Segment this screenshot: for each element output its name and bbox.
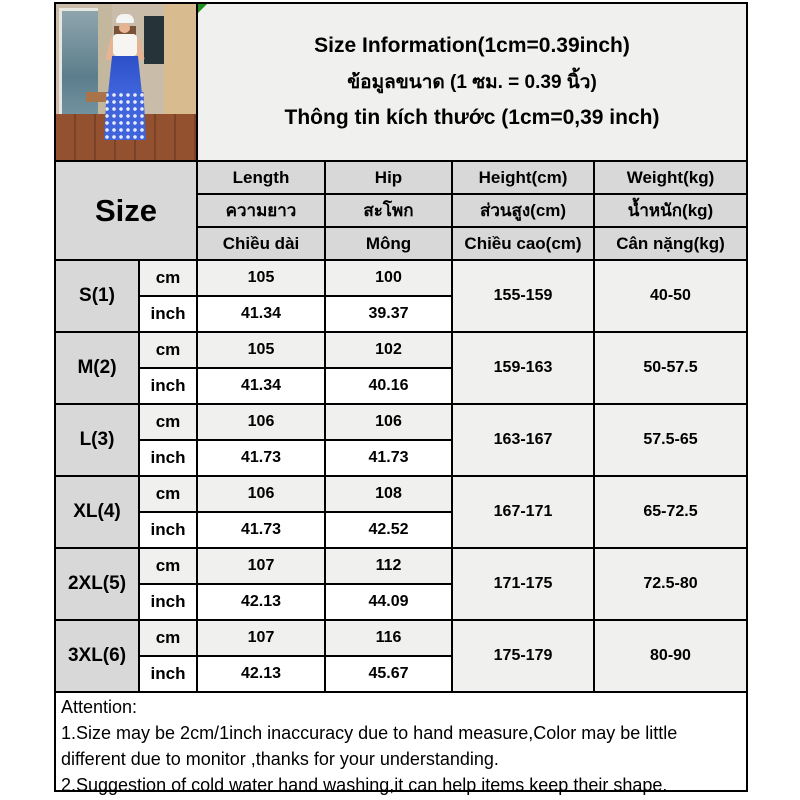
- weight-value: 50-57.5: [594, 332, 747, 404]
- attention-note: [54, 691, 748, 795]
- size-label: S(1): [55, 260, 139, 332]
- col-header-weight-vi: Cân nặng(kg): [594, 227, 747, 260]
- col-header-weight-th: น้ำหนัก(kg): [594, 194, 747, 227]
- col-header-height-vi: Chiều cao(cm): [452, 227, 594, 260]
- window-graphic: [59, 8, 101, 124]
- title-english: Size Information(1cm=0.39inch): [314, 34, 630, 57]
- unit-label: inch: [139, 656, 197, 692]
- hip-cm-value: 108: [325, 476, 452, 512]
- hip-cm-value: 112: [325, 548, 452, 584]
- unit-label: inch: [139, 368, 197, 404]
- length-inch-value: 41.34: [197, 368, 325, 404]
- size-label: 3XL(6): [55, 620, 139, 692]
- hip-cm-value: 100: [325, 260, 452, 296]
- length-cm-value: 107: [197, 548, 325, 584]
- col-header-hip-en: Hip: [325, 161, 452, 194]
- unit-label: cm: [139, 476, 197, 512]
- hip-inch-value: 39.37: [325, 296, 452, 332]
- model-shirt-graphic: [113, 34, 137, 56]
- hip-inch-value: 42.52: [325, 512, 452, 548]
- hip-cm-value: 116: [325, 620, 452, 656]
- weight-value: 57.5-65: [594, 404, 747, 476]
- model-face-graphic: [119, 23, 130, 33]
- col-header-hip-vi: Mông: [325, 227, 452, 260]
- col-header-weight-en: Weight(kg): [594, 161, 747, 194]
- length-cm-value: 105: [197, 260, 325, 296]
- col-header-length-th: ความยาว: [197, 194, 325, 227]
- unit-label: inch: [139, 512, 197, 548]
- length-inch-value: 41.34: [197, 296, 325, 332]
- unit-label: cm: [139, 260, 197, 296]
- table-row: [55, 332, 747, 368]
- cabinet-graphic: [164, 4, 196, 114]
- table-row: [55, 548, 747, 584]
- height-value: 167-171: [452, 476, 594, 548]
- attention-title: Attention:: [61, 697, 138, 717]
- length-inch-value: 42.13: [197, 656, 325, 692]
- height-value: 163-167: [452, 404, 594, 476]
- model-pants-graphic: [108, 56, 142, 94]
- col-header-height-en: Height(cm): [452, 161, 594, 194]
- size-label: M(2): [55, 332, 139, 404]
- unit-label: cm: [139, 548, 197, 584]
- hip-inch-value: 40.16: [325, 368, 452, 404]
- height-value: 155-159: [452, 260, 594, 332]
- length-cm-value: 106: [197, 476, 325, 512]
- length-inch-value: 41.73: [197, 440, 325, 476]
- weight-value: 40-50: [594, 260, 747, 332]
- size-table: [54, 2, 748, 693]
- height-value: 159-163: [452, 332, 594, 404]
- green-corner-icon: [198, 4, 207, 13]
- product-photo-cell: [55, 3, 197, 161]
- length-cm-value: 106: [197, 404, 325, 440]
- table-row: [55, 620, 747, 656]
- unit-label: inch: [139, 296, 197, 332]
- attention-line-1: 1.Size may be 2cm/1inch inaccuracy due to hand measure,Color may be little different due to monitor ,thanks for your understanding.: [61, 723, 678, 769]
- title-thai: ข้อมูลขนาด (1 ซม. = 0.39 นิ้ว): [347, 72, 597, 93]
- table-row: [55, 404, 747, 440]
- length-cm-value: 105: [197, 332, 325, 368]
- unit-label: cm: [139, 404, 197, 440]
- unit-label: inch: [139, 584, 197, 620]
- col-header-hip-th: สะโพก: [325, 194, 452, 227]
- unit-label: cm: [139, 620, 197, 656]
- length-inch-value: 42.13: [197, 584, 325, 620]
- table-row: [55, 476, 747, 512]
- model-cap-graphic: [116, 14, 134, 23]
- height-value: 175-179: [452, 620, 594, 692]
- weight-value: 65-72.5: [594, 476, 747, 548]
- size-label: 2XL(5): [55, 548, 139, 620]
- hip-cm-value: 106: [325, 404, 452, 440]
- col-header-height-th: ส่วนสูง(cm): [452, 194, 594, 227]
- hip-inch-value: 41.73: [325, 440, 452, 476]
- product-photo: [56, 4, 196, 160]
- size-label: L(3): [55, 404, 139, 476]
- length-inch-value: 41.73: [197, 512, 325, 548]
- title-vietnamese: Thông tin kích thước (1cm=0,39 inch): [284, 106, 660, 129]
- weight-value: 80-90: [594, 620, 747, 692]
- length-cm-value: 107: [197, 620, 325, 656]
- hip-inch-value: 45.67: [325, 656, 452, 692]
- height-value: 171-175: [452, 548, 594, 620]
- title-cell: [197, 3, 747, 161]
- unit-label: inch: [139, 440, 197, 476]
- model-pants-pattern-graphic: [104, 92, 146, 140]
- hip-cm-value: 102: [325, 332, 452, 368]
- unit-label: cm: [139, 332, 197, 368]
- size-header: Size: [55, 161, 197, 260]
- col-header-length-en: Length: [197, 161, 325, 194]
- weight-value: 72.5-80: [594, 548, 747, 620]
- attention-line-2: 2.Suggestion of cold water hand washing,it can help items keep their shape.: [61, 775, 668, 795]
- hip-inch-value: 44.09: [325, 584, 452, 620]
- col-header-length-vi: Chiều dài: [197, 227, 325, 260]
- table-row: [55, 260, 747, 296]
- size-label: XL(4): [55, 476, 139, 548]
